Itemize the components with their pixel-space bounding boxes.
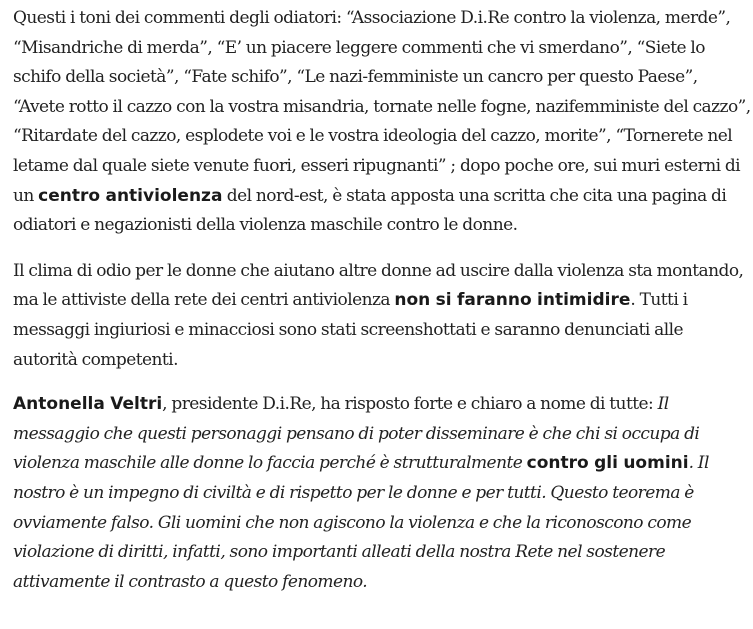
paragraph-quote	[13, 390, 751, 597]
paragraph-text: , presidente D.i.Re, ha risposto forte e chiaro a nome di tutte:	[162, 394, 658, 415]
bold-phrase: non si faranno intimidire	[394, 290, 631, 311]
paragraph-text: . Tutti i messaggi ingiuriosi e minacciosi sono stati screenshottati e saranno denunciati alle autorità competenti.	[13, 290, 688, 370]
bold-phrase: centro antiviolenza	[38, 185, 223, 206]
president-name: Antonella Veltri	[13, 394, 163, 415]
paragraph-climate	[13, 257, 751, 375]
quote-text: . Il nostro è un impegno di civiltà e di rispetto per le donne e per tutti. Questo teorema è ovviamente falso. Gli uomini che non agiscono la violenza e che la riconoscono come violazione di diritti, infatti, sono importanti alleati della nostra Rete nel sostenere attivamente il contrasto a questo fenomeno.	[13, 453, 709, 592]
bold-phrase: contro gli uomini	[526, 453, 689, 474]
paragraph-text: Questi i toni dei commenti degli odiatori: “Associazione D.i.Re contro la violenza, merde”, “Misandriche di merda”, “E’ un piacere leggere commenti che vi smerdano”, “Siete lo schifo della società”, “Fate schifo”, “Le nazi-femministe un cancro per questo Paese”, “Avete rotto il cazzo con la vostra misandria, tornate nelle fogne, nazifemministe del cazzo”, “Ritardate del cazzo, esplodete voi e le vostra ideologia del cazzo, morite”, “Tornerete nel letame dal quale siete venute fuori, esseri ripugnanti” ; dopo poche ore, sui muri esterni di un	[13, 8, 751, 206]
paragraph-hate-comments	[13, 4, 751, 241]
paragraph-text: Il clima di odio per le donne che aiutano altre donne ad uscire dalla violenza sta montando, ma le attiviste della rete dei centri antiviolenza	[13, 260, 744, 311]
quote-text: Il messaggio che questi personaggi pensano di poter disseminare è che chi si occupa di violenza maschile alle donne lo faccia perché è strutturalmente	[13, 394, 700, 474]
article-body	[13, 4, 751, 610]
paragraph-text: del nord-est, è stata apposta una scritta che cita una pagina di odiatori e negazionisti della violenza maschile contro le donne.	[13, 185, 727, 236]
